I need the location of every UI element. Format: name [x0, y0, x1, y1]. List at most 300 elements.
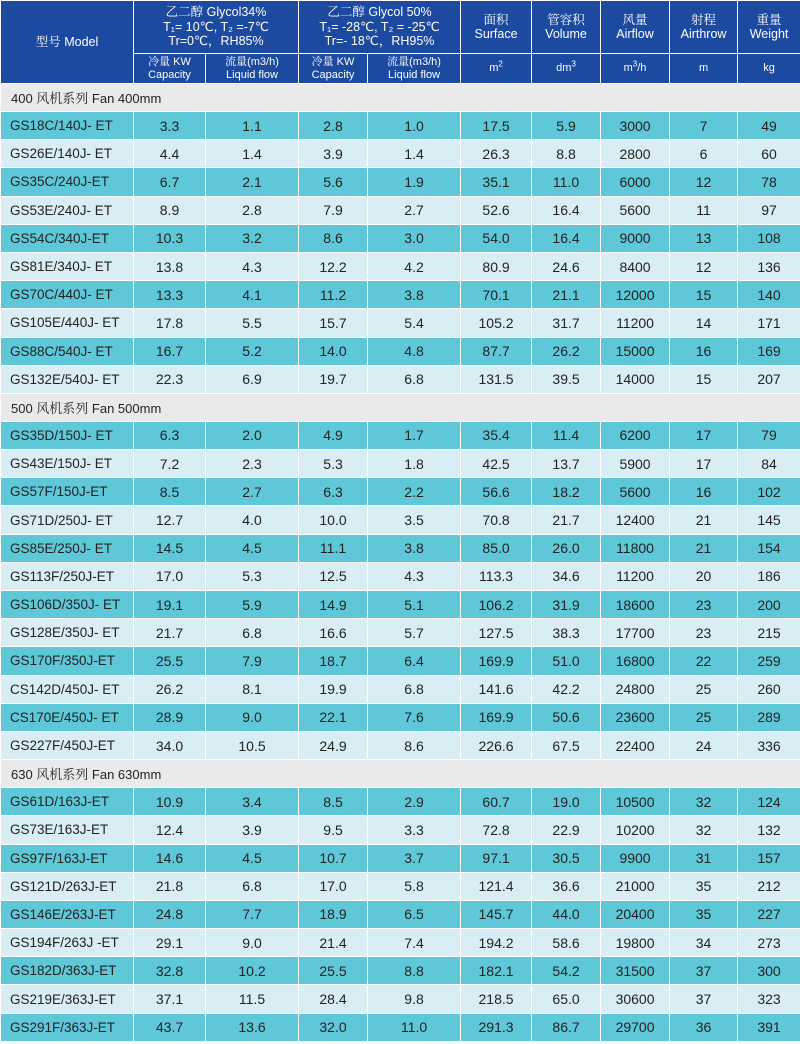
airthrow-cell: 35: [670, 900, 738, 928]
volume-cell: 44.0: [532, 900, 601, 928]
volume-cell: 19.0: [532, 788, 601, 816]
glycol34-capacity-cell: 10.9: [134, 788, 206, 816]
glycol34-flow-cell: 9.0: [206, 703, 299, 731]
volume-cell: 26.0: [532, 534, 601, 562]
glycol50-flow-cell: 1.7: [368, 421, 461, 449]
glycol50-capacity-cell: 10.0: [299, 506, 368, 534]
table-row: [1, 168, 800, 196]
airthrow-cell: 31: [670, 844, 738, 872]
weight-cell: 154: [738, 534, 800, 562]
surface-cell: 60.7: [461, 788, 532, 816]
volume-cell: 31.7: [532, 309, 601, 337]
volume-cell: 54.2: [532, 957, 601, 985]
glycol34-room: Tr=0℃，RH85%: [168, 34, 264, 49]
airflow-cell: 17700: [601, 619, 670, 647]
weight-header: 重量 Weight: [738, 1, 800, 54]
volume-header: 管容积 Volume: [532, 1, 601, 54]
glycol50-temps: T₁= -28℃, T₂ = -25℃: [319, 19, 440, 34]
glycol34-flow-cell: 5.5: [206, 309, 299, 337]
glycol34-flow-cell: 10.2: [206, 957, 299, 985]
table-row: [1, 478, 800, 506]
airthrow-cell: 7: [670, 112, 738, 140]
weight-cell: 289: [738, 703, 800, 731]
surface-cell: 145.7: [461, 900, 532, 928]
glycol34-capacity-cell: 19.1: [134, 591, 206, 619]
glycol50-capacity-cell: 7.9: [299, 196, 368, 224]
glycol34-flow-cell: 3.9: [206, 816, 299, 844]
glycol34-capacity-cell: 6.7: [134, 168, 206, 196]
airflow-cell: 14000: [601, 365, 670, 393]
volume-cell: 39.5: [532, 365, 601, 393]
volume-cell: 34.6: [532, 562, 601, 590]
airflow-cell: 21000: [601, 872, 670, 900]
glycol34-capacity-cell: 8.9: [134, 196, 206, 224]
table-row: [1, 647, 800, 675]
glycol50-flow-cell: 5.4: [368, 309, 461, 337]
table-row: [1, 844, 800, 872]
volume-cell: 16.4: [532, 224, 601, 252]
table-row: [1, 224, 800, 252]
model-cell: GS81E/340J- ET: [1, 252, 134, 280]
volume-cell: 22.9: [532, 816, 601, 844]
model-cell: GS219E/363J-ET: [1, 985, 134, 1013]
airflow-cell: 20400: [601, 900, 670, 928]
glycol50-flow-cell: 4.2: [368, 252, 461, 280]
airflow-cell: 29700: [601, 1013, 670, 1041]
airflow-cell: 24800: [601, 675, 670, 703]
airflow-header: 风量 Airflow: [601, 1, 670, 54]
airthrow-cell: 21: [670, 534, 738, 562]
glycol34-capacity-cell: 14.5: [134, 534, 206, 562]
table-header: [1, 1, 800, 84]
glycol34-flow-cell: 2.1: [206, 168, 299, 196]
glycol34-capacity-cell: 17.0: [134, 562, 206, 590]
airflow-cell: 22400: [601, 731, 670, 759]
airflow-cell: 23600: [601, 703, 670, 731]
glycol34-flow-cell: 6.8: [206, 619, 299, 647]
glycol34-capacity-header: 冷量 KW Capacity: [134, 54, 206, 84]
surface-cell: 42.5: [461, 450, 532, 478]
glycol34-capacity-cell: 43.7: [134, 1013, 206, 1041]
glycol34-capacity-cell: 32.8: [134, 957, 206, 985]
table-row: [1, 534, 800, 562]
glycol50-flow-cell: 2.7: [368, 196, 461, 224]
model-cell: GS61D/163J-ET: [1, 788, 134, 816]
surface-cell: 72.8: [461, 816, 532, 844]
glycol34-flow-cell: 2.0: [206, 421, 299, 449]
airthrow-cell: 13: [670, 224, 738, 252]
glycol50-capacity-cell: 21.4: [299, 929, 368, 957]
airthrow-cell: 16: [670, 478, 738, 506]
volume-cell: 31.9: [532, 591, 601, 619]
glycol34-temps: T₁= 10℃, T₂ =-7℃: [163, 19, 269, 34]
airflow-cell: 31500: [601, 957, 670, 985]
model-cell: GS105E/440J- ET: [1, 309, 134, 337]
surface-cell: 26.3: [461, 140, 532, 168]
glycol50-capacity-cell: 5.6: [299, 168, 368, 196]
glycol34-capacity-cell: 4.4: [134, 140, 206, 168]
model-cell: GS227F/450J-ET: [1, 731, 134, 759]
surface-cell: 169.9: [461, 647, 532, 675]
glycol50-flow-cell: 7.6: [368, 703, 461, 731]
weight-cell: 300: [738, 957, 800, 985]
surface-cell: 194.2: [461, 929, 532, 957]
surface-header: 面积 Surface: [461, 1, 532, 54]
weight-cell: 273: [738, 929, 800, 957]
airflow-cell: 11200: [601, 562, 670, 590]
table-row: [1, 872, 800, 900]
glycol34-flow-cell: 4.1: [206, 281, 299, 309]
airthrow-cell: 25: [670, 703, 738, 731]
section-row: [1, 393, 800, 421]
airthrow-unit: m: [670, 54, 738, 84]
table-row: [1, 985, 800, 1013]
weight-cell: 215: [738, 619, 800, 647]
model-cell: GS194F/263J -ET: [1, 929, 134, 957]
glycol34-capacity-cell: 14.6: [134, 844, 206, 872]
table-row: [1, 337, 800, 365]
surface-cell: 85.0: [461, 534, 532, 562]
volume-cell: 36.6: [532, 872, 601, 900]
surface-cell: 70.1: [461, 281, 532, 309]
model-header: 型号 Model: [1, 1, 134, 84]
glycol50-flow-cell: 6.8: [368, 675, 461, 703]
airflow-cell: 3000: [601, 112, 670, 140]
glycol50-capacity-cell: 18.9: [299, 900, 368, 928]
airthrow-cell: 12: [670, 252, 738, 280]
surface-cell: 56.6: [461, 478, 532, 506]
table-row: [1, 900, 800, 928]
airthrow-cell: 11: [670, 196, 738, 224]
glycol34-capacity-cell: 28.9: [134, 703, 206, 731]
glycol34-flow-cell: 4.3: [206, 252, 299, 280]
surface-cell: 169.9: [461, 703, 532, 731]
weight-cell: 84: [738, 450, 800, 478]
airflow-cell: 12400: [601, 506, 670, 534]
glycol50-capacity-cell: 16.6: [299, 619, 368, 647]
glycol34-flow-cell: 2.7: [206, 478, 299, 506]
table-row: [1, 196, 800, 224]
model-cell: CS170E/450J- ET: [1, 703, 134, 731]
model-cell: GS18C/140J- ET: [1, 112, 134, 140]
glycol34-flow-cell: 8.1: [206, 675, 299, 703]
airthrow-cell: 23: [670, 591, 738, 619]
volume-cell: 13.7: [532, 450, 601, 478]
glycol34-capacity-cell: 6.3: [134, 421, 206, 449]
table-row: [1, 703, 800, 731]
glycol34-capacity-cell: 8.5: [134, 478, 206, 506]
glycol50-flow-cell: 2.2: [368, 478, 461, 506]
glycol50-flow-cell: 5.8: [368, 872, 461, 900]
glycol50-capacity-cell: 6.3: [299, 478, 368, 506]
glycol50-capacity-cell: 10.7: [299, 844, 368, 872]
airflow-cell: 11200: [601, 309, 670, 337]
airthrow-cell: 15: [670, 281, 738, 309]
model-cell: GS53E/240J- ET: [1, 196, 134, 224]
airflow-cell: 6200: [601, 421, 670, 449]
airflow-cell: 12000: [601, 281, 670, 309]
table-row: [1, 450, 800, 478]
model-cell: GS26E/140J- ET: [1, 140, 134, 168]
volume-cell: 38.3: [532, 619, 601, 647]
glycol50-capacity-cell: 3.9: [299, 140, 368, 168]
model-cell: GS73E/163J-ET: [1, 816, 134, 844]
glycol50-title: 乙二醇 Glycol 50%: [327, 5, 432, 20]
weight-cell: 171: [738, 309, 800, 337]
surface-cell: 127.5: [461, 619, 532, 647]
glycol34-capacity-cell: 26.2: [134, 675, 206, 703]
glycol50-capacity-cell: 24.9: [299, 731, 368, 759]
volume-cell: 5.9: [532, 112, 601, 140]
glycol34-capacity-cell: 29.1: [134, 929, 206, 957]
table-row: [1, 619, 800, 647]
airflow-cell: 9000: [601, 224, 670, 252]
glycol34-capacity-cell: 12.7: [134, 506, 206, 534]
airthrow-cell: 32: [670, 788, 738, 816]
glycol50-flow-cell: 3.7: [368, 844, 461, 872]
glycol34-flow-cell: 5.9: [206, 591, 299, 619]
airthrow-cell: 37: [670, 985, 738, 1013]
glycol34-flow-cell: 7.9: [206, 647, 299, 675]
glycol50-capacity-cell: 19.7: [299, 365, 368, 393]
surface-cell: 35.1: [461, 168, 532, 196]
table-row: [1, 562, 800, 590]
glycol50-capacity-cell: 2.8: [299, 112, 368, 140]
volume-cell: 8.8: [532, 140, 601, 168]
glycol50-capacity-cell: 14.9: [299, 591, 368, 619]
airthrow-cell: 23: [670, 619, 738, 647]
weight-cell: 145: [738, 506, 800, 534]
model-cell: GS170F/350J-ET: [1, 647, 134, 675]
section-row: [1, 760, 800, 788]
airflow-cell: 15000: [601, 337, 670, 365]
glycol50-capacity-cell: 19.9: [299, 675, 368, 703]
glycol34-capacity-cell: 24.8: [134, 900, 206, 928]
table-row: [1, 309, 800, 337]
glycol50-flow-cell: 5.7: [368, 619, 461, 647]
weight-cell: 108: [738, 224, 800, 252]
airflow-cell: 30600: [601, 985, 670, 1013]
surface-cell: 87.7: [461, 337, 532, 365]
glycol34-title: 乙二醇 Glycol34%: [165, 5, 267, 20]
surface-cell: 218.5: [461, 985, 532, 1013]
glycol50-capacity-cell: 12.2: [299, 252, 368, 280]
glycol34-flow-cell: 9.0: [206, 929, 299, 957]
surface-cell: 291.3: [461, 1013, 532, 1041]
weight-cell: 79: [738, 421, 800, 449]
table-row: [1, 281, 800, 309]
glycol34-flow-cell: 11.5: [206, 985, 299, 1013]
airthrow-cell: 25: [670, 675, 738, 703]
glycol50-flow-cell: 7.4: [368, 929, 461, 957]
surface-unit: $m^2$: [461, 54, 532, 84]
glycol34-flow-cell: 5.3: [206, 562, 299, 590]
surface-cell: 106.2: [461, 591, 532, 619]
airflow-cell: 10200: [601, 816, 670, 844]
airthrow-cell: 17: [670, 450, 738, 478]
volume-cell: 65.0: [532, 985, 601, 1013]
weight-cell: 259: [738, 647, 800, 675]
airflow-cell: 5900: [601, 450, 670, 478]
airthrow-cell: 34: [670, 929, 738, 957]
glycol50-capacity-cell: 4.9: [299, 421, 368, 449]
surface-cell: 54.0: [461, 224, 532, 252]
glycol34-capacity-cell: 3.3: [134, 112, 206, 140]
table-row: [1, 929, 800, 957]
glycol34-capacity-cell: 21.8: [134, 872, 206, 900]
glycol34-capacity-cell: 13.3: [134, 281, 206, 309]
volume-cell: 18.2: [532, 478, 601, 506]
glycol50-flow-cell: 6.5: [368, 900, 461, 928]
glycol34-flow-cell: 4.5: [206, 534, 299, 562]
model-cell: GS121D/263J-ET: [1, 872, 134, 900]
glycol50-flow-cell: 6.8: [368, 365, 461, 393]
glycol34-flow-cell: 1.4: [206, 140, 299, 168]
glycol50-capacity-cell: 14.0: [299, 337, 368, 365]
model-cell: GS85E/250J- ET: [1, 534, 134, 562]
glycol34-capacity-cell: 7.2: [134, 450, 206, 478]
glycol34-flow-cell: 2.8: [206, 196, 299, 224]
glycol34-flow-cell: 3.2: [206, 224, 299, 252]
table-row: [1, 816, 800, 844]
weight-cell: 200: [738, 591, 800, 619]
weight-cell: 207: [738, 365, 800, 393]
glycol34-flow-cell: 2.3: [206, 450, 299, 478]
model-cell: GS35C/240J-ET: [1, 168, 134, 196]
model-cell: GS146E/263J-ET: [1, 900, 134, 928]
glycol34-flow-cell: 5.2: [206, 337, 299, 365]
weight-cell: 140: [738, 281, 800, 309]
glycol50-flow-cell: 8.8: [368, 957, 461, 985]
glycol34-capacity-cell: 17.8: [134, 309, 206, 337]
volume-cell: 26.2: [532, 337, 601, 365]
weight-cell: 132: [738, 816, 800, 844]
glycol50-capacity-cell: 18.7: [299, 647, 368, 675]
glycol50-flow-cell: 3.3: [368, 816, 461, 844]
weight-cell: 227: [738, 900, 800, 928]
model-cell: GS35D/150J- ET: [1, 421, 134, 449]
weight-cell: 212: [738, 872, 800, 900]
volume-cell: 24.6: [532, 252, 601, 280]
weight-cell: 49: [738, 112, 800, 140]
airthrow-cell: 24: [670, 731, 738, 759]
glycol34-flow-cell: 10.5: [206, 731, 299, 759]
weight-cell: 78: [738, 168, 800, 196]
surface-cell: 70.8: [461, 506, 532, 534]
table-row: [1, 365, 800, 393]
glycol34-flow-cell: 6.8: [206, 872, 299, 900]
glycol34-flow-cell: 4.5: [206, 844, 299, 872]
volume-cell: 21.1: [532, 281, 601, 309]
weight-cell: 102: [738, 478, 800, 506]
weight-cell: 336: [738, 731, 800, 759]
airthrow-cell: 32: [670, 816, 738, 844]
model-cell: GS54C/340J-ET: [1, 224, 134, 252]
airflow-cell: 5600: [601, 196, 670, 224]
glycol50-flow-header: 流量(m3/h) Liquid flow: [368, 54, 461, 84]
glycol50-capacity-cell: 15.7: [299, 309, 368, 337]
glycol34-flow-cell: 6.9: [206, 365, 299, 393]
glycol34-capacity-cell: 25.5: [134, 647, 206, 675]
glycol50-capacity-cell: 11.2: [299, 281, 368, 309]
table-row: [1, 1013, 800, 1041]
model-cell: GS291F/363J-ET: [1, 1013, 134, 1041]
table-row: [1, 675, 800, 703]
model-cell: CS142D/450J- ET: [1, 675, 134, 703]
glycol50-flow-cell: 3.8: [368, 534, 461, 562]
glycol50-capacity-cell: 22.1: [299, 703, 368, 731]
surface-cell: 182.1: [461, 957, 532, 985]
airflow-cell: 8400: [601, 252, 670, 280]
glycol50-flow-cell: 6.4: [368, 647, 461, 675]
surface-cell: 141.6: [461, 675, 532, 703]
airflow-cell: 10500: [601, 788, 670, 816]
model-cell: GS70C/440J- ET: [1, 281, 134, 309]
glycol34-capacity-cell: 13.8: [134, 252, 206, 280]
glycol34-capacity-cell: 22.3: [134, 365, 206, 393]
glycol50-capacity-cell: 11.1: [299, 534, 368, 562]
glycol34-capacity-cell: 21.7: [134, 619, 206, 647]
volume-cell: 67.5: [532, 731, 601, 759]
airthrow-cell: 6: [670, 140, 738, 168]
glycol50-flow-cell: 1.8: [368, 450, 461, 478]
weight-cell: 260: [738, 675, 800, 703]
airthrow-cell: 21: [670, 506, 738, 534]
volume-cell: 16.4: [532, 196, 601, 224]
airflow-cell: 9900: [601, 844, 670, 872]
weight-cell: 60: [738, 140, 800, 168]
glycol50-capacity-header: 冷量 KW Capacity: [299, 54, 368, 84]
airflow-unit: $m^3/h$: [601, 54, 670, 84]
glycol50-capacity-cell: 12.5: [299, 562, 368, 590]
surface-cell: 97.1: [461, 844, 532, 872]
glycol50-header: [299, 1, 461, 54]
glycol50-flow-cell: 3.0: [368, 224, 461, 252]
volume-cell: 11.4: [532, 421, 601, 449]
section-title: 400 风机系列 Fan 400mm: [1, 84, 800, 112]
airthrow-cell: 22: [670, 647, 738, 675]
table-row: [1, 591, 800, 619]
table-row: [1, 421, 800, 449]
glycol50-flow-cell: 1.0: [368, 112, 461, 140]
airflow-cell: 2800: [601, 140, 670, 168]
volume-cell: 11.0: [532, 168, 601, 196]
section-row: [1, 84, 800, 112]
volume-cell: 42.2: [532, 675, 601, 703]
weight-cell: 157: [738, 844, 800, 872]
surface-cell: 131.5: [461, 365, 532, 393]
volume-cell: 58.6: [532, 929, 601, 957]
glycol34-flow-header: 流量(m3/h) Liquid flow: [206, 54, 299, 84]
surface-cell: 121.4: [461, 872, 532, 900]
surface-cell: 226.6: [461, 731, 532, 759]
glycol50-flow-cell: 2.9: [368, 788, 461, 816]
glycol50-flow-cell: 8.6: [368, 731, 461, 759]
airflow-cell: 16800: [601, 647, 670, 675]
glycol50-capacity-cell: 8.6: [299, 224, 368, 252]
glycol50-flow-cell: 3.8: [368, 281, 461, 309]
table-row: [1, 506, 800, 534]
glycol34-capacity-cell: 34.0: [134, 731, 206, 759]
glycol50-flow-cell: 3.5: [368, 506, 461, 534]
airthrow-cell: 37: [670, 957, 738, 985]
glycol50-capacity-cell: 17.0: [299, 872, 368, 900]
model-cell: GS182D/363J-ET: [1, 957, 134, 985]
table-row: [1, 731, 800, 759]
airflow-cell: 5600: [601, 478, 670, 506]
weight-cell: 391: [738, 1013, 800, 1041]
glycol50-capacity-cell: 8.5: [299, 788, 368, 816]
